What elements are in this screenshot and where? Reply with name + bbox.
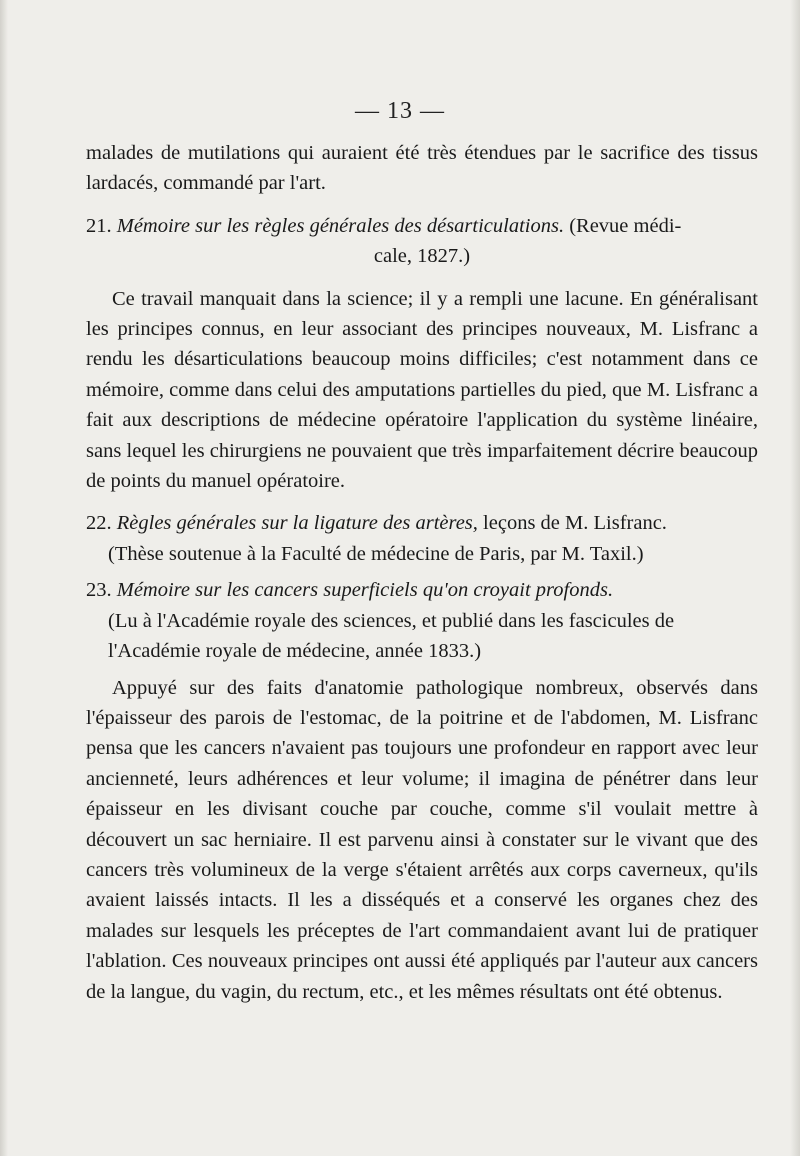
page-edge-shadow — [0, 0, 8, 1156]
entry-23-source-line: (Lu à l'Académie royale des sciences, et publié dans les fascicules de — [108, 609, 675, 632]
entry-23-title: Mémoire sur les cancers superficiels qu'on croyait profonds. — [116, 579, 614, 602]
entry-23-paragraph: Appuyé sur des faits d'anatomie pathologique nombreux, observés dans l'épaisseur des parois de l'estomac, de la poitrine et de l'abdomen, M. Lisfranc pensa que les cancers n'avaient pas toujours une profondeur en rapport avec leur ancienneté, leurs adhérences et leur volume; il imagina de pénétrer dans leur épaisseur en les divisant couche par couche, comme s'il voulait mettre à découvert un sac herniaire. Il est parvenu ainsi à constater sur le vivant que des cancers très volumineux de la verge s'étaient arrêtés aux corps caverneux, qu'ils avaient laissés intacts. Il les a disséqués et a conservé les organes chez des malades sur lesquels les préceptes de l'art commandaient avant lui de pratiquer l'ablation. Ces nouveaux principes ont aussi été appliqués par l'auteur aux cancers de la langue, du vagin, du rectum, etc., et les mêmes résultats ont été obtenus. — [86, 676, 758, 1003]
entry-22-number: 22. — [86, 512, 112, 535]
entry-21-heading — [86, 211, 758, 241]
entry-23-source-line-2: l'Académie royale de médecine, année 1833.) — [108, 640, 482, 663]
entry-21-source-a: (Revue médi- — [569, 214, 682, 237]
entry-21-paragraph: Ce travail manquait dans la science; il y a rempli une lacune. En généralisant les principes connus, en leur associant des principes nouveaux, M. Lisfranc a rendu les désarticulations beaucoup moins difficiles; c'est notamment dans ce mémoire, comme dans celui des amputations partielles du pied, que M. Lisfranc a fait aux descriptions de médecine opératoire l'application du système linéaire, sans lequel les chirurgiens ne pouvaient que très imparfaitement décrire beaucoup de points du manuel opératoire. — [86, 287, 758, 493]
entry-21-number: 21. — [86, 214, 112, 237]
entry-22-heading — [86, 508, 758, 538]
page-right-shadow — [790, 0, 800, 1156]
entry-21-source-line: cale, 1827.) — [373, 245, 471, 268]
entry-22-title: Règles générales sur la ligature des artères, — [116, 512, 478, 535]
page-number: — 13 — — [355, 98, 445, 124]
entry-21-title: Mémoire sur les règles générales des désarticulations. — [116, 214, 565, 237]
page-body — [86, 138, 758, 1007]
entry-23-number: 23. — [86, 579, 112, 602]
entry-23-heading — [86, 575, 758, 605]
entry-22-source-line: (Thèse soutenue à la Faculté de médecine de Paris, par M. Taxil.) — [108, 542, 644, 565]
continuation-paragraph: malades de mutilations qui auraient été très étendues par le sacrifice des tissus lardacés, commandé par l'art. — [86, 142, 758, 195]
entry-22-rest: leçons de M. Lisfranc. — [483, 512, 667, 535]
